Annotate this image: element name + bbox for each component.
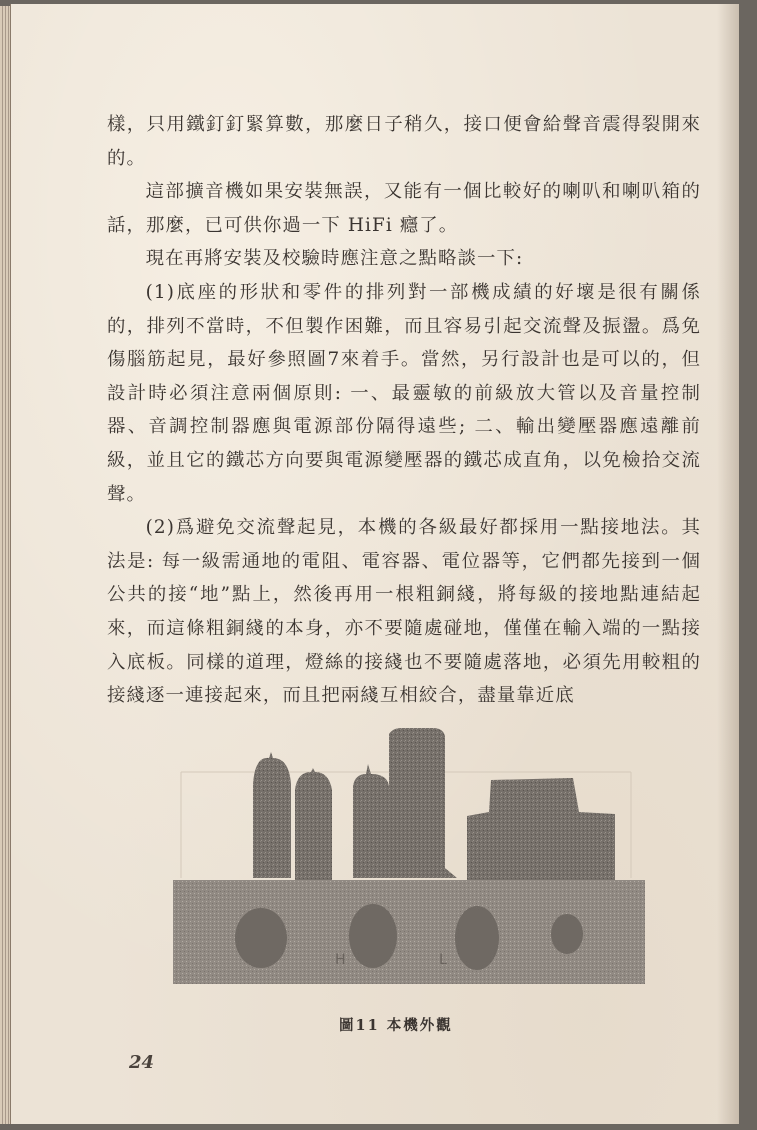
panel-label-l: L bbox=[439, 952, 447, 968]
paragraph-3: 現在再將安裝及校驗時應注意之點略談一下: bbox=[145, 248, 524, 270]
figure-caption: 圖11 本機外觀 bbox=[339, 1017, 453, 1034]
figure-amplifier-photo bbox=[161, 728, 645, 988]
paragraph-1: 樣，只用鐵釘釘緊算數，那麼日子稍久，接口便會給聲音震得裂開來的。 bbox=[107, 114, 701, 169]
book-page bbox=[10, 4, 739, 1124]
body-text bbox=[107, 108, 701, 713]
panel-label-h: H bbox=[335, 952, 346, 968]
paragraph-5-item-2: (2)爲避免交流聲起見，本機的各級最好都採用一點接地法。其法是: 每一級需通地的電阻、電容器、電位器等，它們都先接到一個公共的接“地”點上，然後再用一根粗銅綫，將每級的接地點連結起來，而這條粗銅綫的本身，亦不要隨處碰地，僅僅在輸入端的一點接入底板。同樣的道理，燈絲的接綫也不要隨處落地，必須先用較粗的接綫逐一連接起來，而且把兩綫互相絞合，盡量靠近底 bbox=[107, 517, 701, 707]
paragraph-2: 這部擴音機如果安裝無誤，又能有一個比較好的喇叭和喇叭箱的話，那麼，已可供你過一下 HiFi 癮了。 bbox=[107, 181, 701, 236]
paragraph-4-item-1: (1)底座的形狀和零件的排列對一部機成績的好壞是很有關係的，排列不當時，不但製作困難，而且容易引起交流聲及振盪。爲免傷腦筋起見，最好參照圖7來着手。當然，另行設計也是可以的，但設計時必須注意兩個原則: 一、最靈敏的前級放大管以及音量控制器、音調控制器應與電源部份隔得遠些; 二、輸出變壓器應遠離前級，並且它的鐵芯方向要與電源變壓器的鐵芯成直角，以免檢拾交流聲。 bbox=[107, 281, 701, 505]
page-gutter-shadow bbox=[717, 4, 739, 1124]
amplifier-photo-icon bbox=[161, 728, 645, 988]
page-number: 24 bbox=[129, 1052, 155, 1073]
